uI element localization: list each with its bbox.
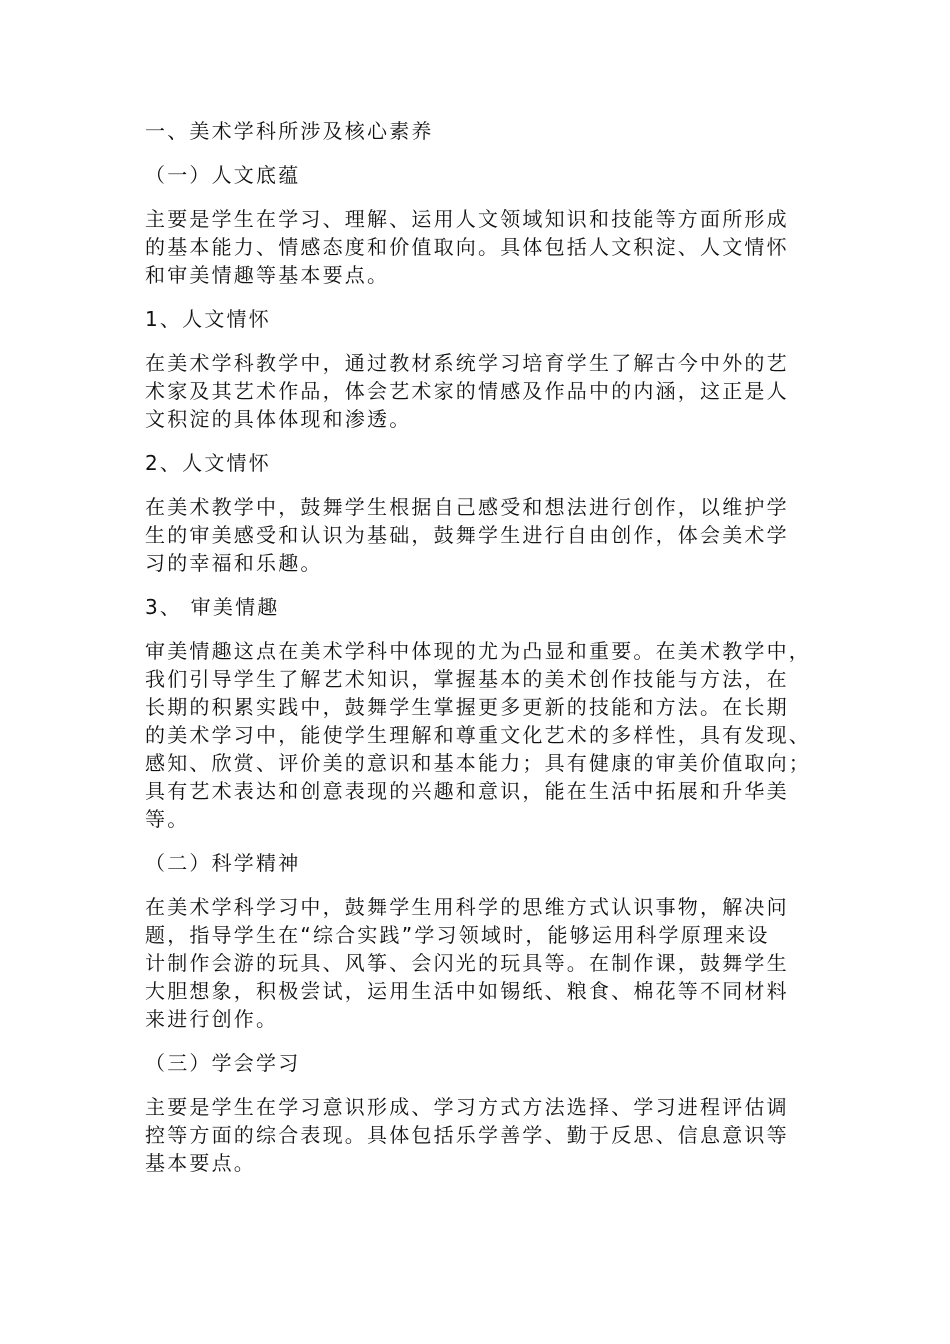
paragraph-line: 主要是学生在学习意识形成、学习方式方法选择、学习进程评估调 [145, 1095, 789, 1119]
paragraph-line: 习的幸福和乐趣。 [145, 551, 323, 575]
paragraph-line: 在美术学科学习中，鼓舞学生用科学的思维方式认识事物，解决问 [145, 895, 789, 919]
paragraph-line: 在美术学科教学中，通过教材系统学习培育学生了解古今中外的艺 [145, 351, 789, 375]
paragraph-line: 和审美情趣等基本要点。 [145, 263, 390, 287]
paragraph [145, 205, 810, 289]
paragraph-line: 术家及其艺术作品，体会艺术家的情感及作品中的内涵，这正是人 [145, 379, 789, 403]
paragraph-line: 文积淀的具体体现和渗透。 [145, 407, 412, 431]
paragraph-line: 感知、欣赏、评价美的意识和基本能力；具有健康的审美价值取向； [145, 751, 811, 775]
paragraph [145, 349, 810, 433]
subsection-heading: （一）人文底蕴 [145, 163, 301, 187]
paragraph [145, 893, 810, 1033]
paragraph-line: 主要是学生在学习、理解、运用人文领域知识和技能等方面所形成 [145, 207, 789, 231]
subsection-heading: （二）科学精神 [145, 851, 301, 875]
paragraph [145, 1093, 810, 1177]
paragraph-line: 来进行创作。 [145, 1007, 279, 1031]
item-heading: 1、人文情怀 [145, 307, 271, 331]
paragraph-line: 审美情趣这点在美术学科中体现的尤为凸显和重要。在美术教学中， [145, 639, 811, 663]
paragraph-line: 生的审美感受和认识为基础，鼓舞学生进行自由创作，体会美术学 [145, 523, 789, 547]
document-page [145, 117, 810, 1193]
paragraph-line: 控等方面的综合表现。具体包括乐学善学、勤于反思、信息意识等 [145, 1123, 789, 1147]
paragraph-line: 的基本能力、情感态度和价值取向。具体包括人文积淀、人文情怀 [145, 235, 789, 259]
paragraph-line: 在美术教学中，鼓舞学生根据自己感受和想法进行创作，以维护学 [145, 495, 789, 519]
item-heading: 3、 审美情趣 [145, 595, 280, 619]
paragraph [145, 637, 810, 833]
paragraph-line: 基本要点。 [145, 1151, 256, 1175]
paragraph-line: 等。 [145, 807, 190, 831]
paragraph-line: 长期的积累实践中，鼓舞学生掌握更多更新的技能和方法。在长期 [145, 695, 789, 719]
paragraph-line: 计制作会游的玩具、风筝、会闪光的玩具等。在制作课，鼓舞学生 [145, 951, 789, 975]
subsection-heading: （三）学会学习 [145, 1051, 301, 1075]
paragraph-line: 的美术学习中，能使学生理解和尊重文化艺术的多样性，具有发现、 [145, 723, 811, 747]
paragraph [145, 493, 810, 577]
paragraph-line: 题，指导学生在“综合实践”学习领域时，能够运用科学原理来设 [145, 923, 770, 947]
paragraph-line: 大胆想象，积极尝试，运用生活中如锡纸、粮食、棉花等不同材料 [145, 979, 789, 1003]
item-heading: 2、人文情怀 [145, 451, 271, 475]
section-heading: 一、美术学科所涉及核心素养 [145, 119, 434, 143]
paragraph-line: 我们引导学生了解艺术知识，掌握基本的美术创作技能与方法，在 [145, 667, 789, 691]
paragraph-line: 具有艺术表达和创意表现的兴趣和意识，能在生活中拓展和升华美 [145, 779, 789, 803]
